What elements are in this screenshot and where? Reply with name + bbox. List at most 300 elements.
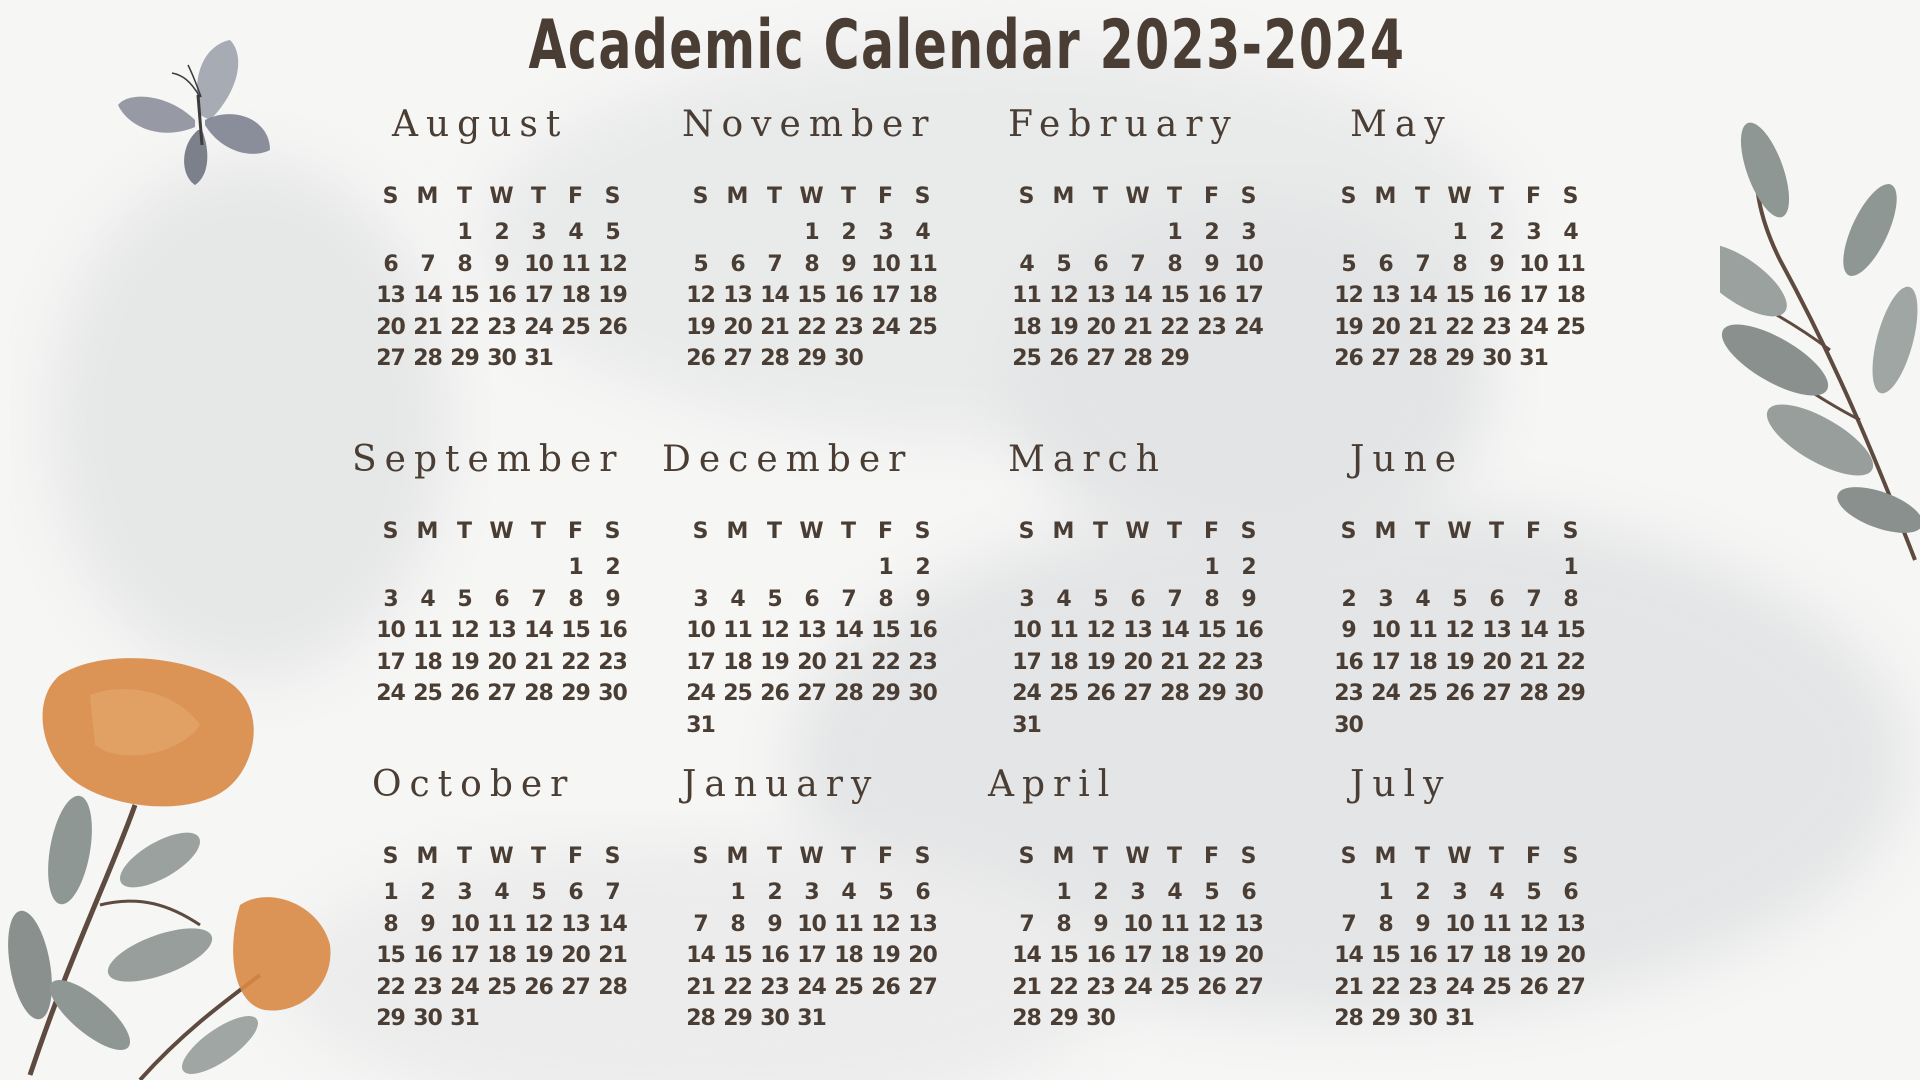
- weekday-label: T: [1414, 519, 1430, 544]
- day-cell: 26: [871, 974, 900, 1000]
- day-cell: 3: [1130, 880, 1145, 905]
- day-cell: 1: [1378, 880, 1393, 905]
- day-cell: 14: [413, 283, 442, 308]
- weekday-label: F: [1203, 184, 1220, 209]
- day-cell: 29: [1160, 346, 1189, 371]
- day-cell: 23: [760, 974, 789, 1000]
- empty-cell: [1478, 552, 1515, 584]
- empty-cell: [682, 552, 719, 584]
- day-cell: 5: [1341, 251, 1356, 277]
- weekday-label: M: [416, 844, 439, 869]
- weekday-label: S: [1018, 519, 1035, 544]
- weekday-label: S: [914, 519, 931, 544]
- day-cell: 18: [1408, 649, 1437, 675]
- day-cell: 14: [686, 943, 715, 968]
- day-cell: 20: [376, 314, 405, 340]
- day-cell: 24: [871, 314, 900, 340]
- month-name: October: [372, 764, 576, 805]
- day-cell: 13: [1086, 283, 1115, 308]
- day-cell: 10: [1012, 618, 1041, 643]
- day-cell: 10: [871, 251, 900, 277]
- day-cell: 3: [457, 880, 472, 905]
- day-cell: 15: [1197, 618, 1226, 643]
- day-cell: 14: [1519, 618, 1548, 643]
- empty-cell: [1082, 217, 1119, 249]
- day-cell: 27: [797, 681, 826, 706]
- weekday-label: T: [1488, 844, 1504, 869]
- day-cell: 26: [1334, 346, 1363, 371]
- day-cell: 31: [1445, 1006, 1474, 1031]
- day-cell: 2: [1204, 220, 1219, 245]
- empty-cell: [1330, 217, 1367, 249]
- weekday-label: S: [1240, 519, 1257, 544]
- day-cell: 30: [413, 1006, 442, 1031]
- day-cell: 21: [1123, 314, 1152, 340]
- day-cell: 10: [797, 911, 826, 937]
- empty-cell: [372, 552, 409, 584]
- month-february: [1008, 105, 1308, 375]
- day-cell: 4: [1415, 586, 1430, 612]
- day-cell: 28: [1123, 346, 1152, 371]
- day-cell: 8: [568, 586, 583, 612]
- day-cell: 29: [723, 1006, 752, 1031]
- day-cell: 11: [1049, 618, 1078, 643]
- day-cell: 11: [834, 911, 863, 937]
- day-cell: 22: [1160, 314, 1189, 340]
- weekday-label: T: [456, 519, 472, 544]
- weekday-label: S: [604, 519, 621, 544]
- day-cell: 18: [561, 283, 590, 308]
- weekday-label: S: [1240, 844, 1257, 869]
- weekday-label: F: [567, 184, 584, 209]
- weekday-label: T: [1092, 184, 1108, 209]
- weekday-label: F: [567, 519, 584, 544]
- day-cell: 17: [1123, 943, 1152, 968]
- day-cell: 25: [1160, 974, 1189, 1000]
- day-cell: 2: [767, 880, 782, 905]
- day-cell: 27: [1482, 681, 1511, 706]
- day-cell: 19: [1197, 943, 1226, 968]
- day-cell: 29: [1049, 1006, 1078, 1031]
- day-cell: 19: [1086, 649, 1115, 675]
- month-grid: [1330, 837, 1630, 1035]
- day-cell: 20: [723, 314, 752, 340]
- empty-cell: [756, 552, 793, 584]
- weekday-label: F: [1525, 519, 1542, 544]
- month-may: [1330, 105, 1630, 375]
- day-cell: 28: [524, 681, 553, 706]
- weekday-label: S: [1562, 519, 1579, 544]
- day-cell: 7: [841, 586, 856, 612]
- day-cell: 31: [1519, 346, 1548, 371]
- weekday-label: S: [1240, 184, 1257, 209]
- day-cell: 17: [524, 283, 553, 308]
- day-cell: 21: [760, 314, 789, 340]
- day-cell: 6: [1563, 880, 1578, 905]
- day-cell: 21: [524, 649, 553, 675]
- day-cell: 10: [686, 618, 715, 643]
- weekday-label: S: [692, 844, 709, 869]
- weekday-label: W: [799, 519, 824, 544]
- day-cell: 9: [915, 586, 930, 612]
- day-cell: 24: [1371, 681, 1400, 706]
- day-cell: 16: [1234, 618, 1263, 643]
- month-name: November: [682, 104, 937, 145]
- day-cell: 27: [1371, 346, 1400, 371]
- day-cell: 2: [1489, 220, 1504, 245]
- weekday-label: T: [1092, 844, 1108, 869]
- day-cell: 27: [487, 681, 516, 706]
- day-cell: 25: [1049, 681, 1078, 706]
- day-cell: 11: [561, 251, 590, 277]
- day-cell: 6: [568, 880, 583, 905]
- day-cell: 16: [908, 618, 937, 643]
- empty-cell: [793, 552, 830, 584]
- month-name: January: [682, 764, 880, 805]
- day-cell: 24: [1012, 681, 1041, 706]
- day-cell: 31: [450, 1006, 479, 1031]
- day-cell: 1: [804, 220, 819, 245]
- weekday-label: W: [489, 519, 514, 544]
- empty-cell: [830, 552, 867, 584]
- day-cell: 13: [797, 618, 826, 643]
- day-cell: 13: [1234, 911, 1263, 937]
- day-cell: 18: [723, 649, 752, 675]
- day-cell: 5: [605, 220, 620, 245]
- day-cell: 14: [834, 618, 863, 643]
- day-cell: 4: [1489, 880, 1504, 905]
- empty-cell: [719, 552, 756, 584]
- weekday-label: T: [1166, 844, 1182, 869]
- day-cell: 25: [1012, 346, 1041, 371]
- weekday-label: M: [726, 519, 749, 544]
- day-cell: 12: [1519, 911, 1548, 937]
- weekday-label: S: [914, 844, 931, 869]
- day-cell: 7: [1130, 251, 1145, 277]
- day-cell: 9: [1415, 911, 1430, 937]
- day-cell: 20: [487, 649, 516, 675]
- empty-cell: [1082, 552, 1119, 584]
- day-cell: 17: [1234, 283, 1263, 308]
- day-cell: 1: [1563, 555, 1578, 580]
- day-cell: 12: [1049, 283, 1078, 308]
- day-cell: 13: [561, 911, 590, 937]
- day-cell: 21: [834, 649, 863, 675]
- weekday-label: M: [416, 184, 439, 209]
- butterfly-icon: [110, 35, 285, 195]
- day-cell: 23: [487, 314, 516, 340]
- day-cell: 26: [524, 974, 553, 1000]
- day-cell: 17: [797, 943, 826, 968]
- day-cell: 22: [450, 314, 479, 340]
- day-cell: 5: [1093, 586, 1108, 612]
- day-cell: 9: [605, 586, 620, 612]
- day-cell: 1: [1167, 220, 1182, 245]
- day-cell: 14: [1160, 618, 1189, 643]
- day-cell: 16: [1197, 283, 1226, 308]
- empty-cell: [1156, 552, 1193, 584]
- day-cell: 3: [531, 220, 546, 245]
- day-cell: 12: [1445, 618, 1474, 643]
- day-cell: 4: [494, 880, 509, 905]
- day-cell: 17: [1519, 283, 1548, 308]
- day-cell: 1: [730, 880, 745, 905]
- weekday-label: S: [382, 184, 399, 209]
- empty-cell: [682, 877, 719, 909]
- day-cell: 11: [723, 618, 752, 643]
- day-cell: 26: [450, 681, 479, 706]
- day-cell: 13: [487, 618, 516, 643]
- empty-cell: [483, 552, 520, 584]
- day-cell: 22: [1445, 314, 1474, 340]
- day-cell: 16: [598, 618, 627, 643]
- day-cell: 23: [908, 649, 937, 675]
- weekday-label: S: [382, 844, 399, 869]
- day-cell: 18: [1482, 943, 1511, 968]
- day-cell: 14: [760, 283, 789, 308]
- weekday-label: T: [840, 184, 856, 209]
- day-cell: 15: [1445, 283, 1474, 308]
- month-april: [988, 764, 1308, 1035]
- day-cell: 8: [804, 251, 819, 277]
- day-cell: 22: [871, 649, 900, 675]
- day-cell: 15: [561, 618, 590, 643]
- empty-cell: [1119, 552, 1156, 584]
- day-cell: 11: [1408, 618, 1437, 643]
- day-cell: 28: [598, 974, 627, 1000]
- day-cell: 16: [413, 943, 442, 968]
- month-july: [1330, 765, 1630, 1035]
- day-cell: 23: [1482, 314, 1511, 340]
- day-cell: 15: [1049, 943, 1078, 968]
- month-grid: [1008, 837, 1308, 1035]
- day-cell: 3: [1378, 586, 1393, 612]
- day-cell: 4: [730, 586, 745, 612]
- day-cell: 30: [1334, 712, 1363, 738]
- day-cell: 20: [561, 943, 590, 968]
- day-cell: 9: [1204, 251, 1219, 277]
- day-cell: 4: [420, 586, 435, 612]
- day-cell: 24: [1445, 974, 1474, 1000]
- day-cell: 18: [834, 943, 863, 968]
- leaf-branch-icon: [1720, 120, 1920, 570]
- day-cell: 14: [1012, 943, 1041, 968]
- day-cell: 25: [834, 974, 863, 1000]
- empty-cell: [409, 217, 446, 249]
- day-cell: 23: [1334, 681, 1363, 706]
- empty-cell: [1441, 552, 1478, 584]
- weekday-label: W: [489, 844, 514, 869]
- day-cell: 8: [1056, 911, 1071, 937]
- empty-cell: [520, 552, 557, 584]
- day-cell: 13: [376, 283, 405, 308]
- day-cell: 9: [1093, 911, 1108, 937]
- day-cell: 13: [723, 283, 752, 308]
- day-cell: 17: [1012, 649, 1041, 675]
- day-cell: 21: [598, 943, 627, 968]
- day-cell: 12: [524, 911, 553, 937]
- weekday-label: M: [1374, 844, 1397, 869]
- day-cell: 16: [1408, 943, 1437, 968]
- day-cell: 2: [420, 880, 435, 905]
- day-cell: 7: [1341, 911, 1356, 937]
- day-cell: 12: [450, 618, 479, 643]
- day-cell: 30: [1408, 1006, 1437, 1031]
- weekday-label: S: [1340, 844, 1357, 869]
- weekday-label: F: [877, 184, 894, 209]
- day-cell: 18: [487, 943, 516, 968]
- day-cell: 9: [841, 251, 856, 277]
- day-cell: 15: [1160, 283, 1189, 308]
- day-cell: 7: [605, 880, 620, 905]
- weekday-label: T: [530, 844, 546, 869]
- day-cell: 10: [1445, 911, 1474, 937]
- month-december: [662, 439, 982, 741]
- day-cell: 3: [1241, 220, 1256, 245]
- day-cell: 2: [1093, 880, 1108, 905]
- empty-cell: [719, 217, 756, 249]
- day-cell: 2: [605, 555, 620, 580]
- weekday-label: T: [1488, 519, 1504, 544]
- month-october: [372, 765, 672, 1035]
- empty-cell: [756, 217, 793, 249]
- month-name: July: [1350, 764, 1452, 805]
- empty-cell: [372, 217, 409, 249]
- day-cell: 29: [1556, 681, 1585, 706]
- day-cell: 8: [1378, 911, 1393, 937]
- weekday-label: T: [1488, 184, 1504, 209]
- day-cell: 2: [841, 220, 856, 245]
- day-cell: 23: [598, 649, 627, 675]
- day-cell: 11: [1556, 251, 1585, 277]
- day-cell: 16: [760, 943, 789, 968]
- weekday-label: M: [726, 184, 749, 209]
- weekday-label: T: [1166, 184, 1182, 209]
- day-cell: 9: [494, 251, 509, 277]
- day-cell: 22: [1371, 974, 1400, 1000]
- weekday-label: S: [1340, 184, 1357, 209]
- day-cell: 27: [376, 346, 405, 371]
- month-grid: [372, 177, 672, 375]
- day-cell: 26: [760, 681, 789, 706]
- day-cell: 20: [908, 943, 937, 968]
- day-cell: 25: [1556, 314, 1585, 340]
- day-cell: 23: [1408, 974, 1437, 1000]
- day-cell: 6: [383, 251, 398, 277]
- day-cell: 13: [1482, 618, 1511, 643]
- day-cell: 29: [1371, 1006, 1400, 1031]
- day-cell: 26: [686, 346, 715, 371]
- day-cell: 19: [598, 283, 627, 308]
- flower-branch-icon: [0, 655, 340, 1080]
- day-cell: 7: [531, 586, 546, 612]
- day-cell: 10: [524, 251, 553, 277]
- weekday-label: S: [1018, 184, 1035, 209]
- day-cell: 25: [487, 974, 516, 1000]
- day-cell: 27: [1086, 346, 1115, 371]
- weekday-label: F: [567, 844, 584, 869]
- weekday-label: M: [1052, 844, 1075, 869]
- weekday-label: T: [1092, 519, 1108, 544]
- day-cell: 28: [1408, 346, 1437, 371]
- day-cell: 14: [1123, 283, 1152, 308]
- weekday-label: M: [1374, 184, 1397, 209]
- day-cell: 12: [1197, 911, 1226, 937]
- day-cell: 15: [1371, 943, 1400, 968]
- day-cell: 2: [494, 220, 509, 245]
- month-june: [1330, 440, 1630, 741]
- day-cell: 3: [804, 880, 819, 905]
- month-grid: [682, 837, 982, 1035]
- empty-cell: [1404, 217, 1441, 249]
- day-cell: 1: [1204, 555, 1219, 580]
- empty-cell: [1330, 877, 1367, 909]
- day-cell: 20: [1123, 649, 1152, 675]
- day-cell: 3: [383, 586, 398, 612]
- day-cell: 19: [1049, 314, 1078, 340]
- day-cell: 13: [1123, 618, 1152, 643]
- day-cell: 21: [1334, 974, 1363, 1000]
- day-cell: 27: [1556, 974, 1585, 1000]
- day-cell: 21: [413, 314, 442, 340]
- day-cell: 11: [1482, 911, 1511, 937]
- day-cell: 3: [693, 586, 708, 612]
- day-cell: 27: [1234, 974, 1263, 1000]
- empty-cell: [1045, 552, 1082, 584]
- day-cell: 7: [693, 911, 708, 937]
- weekday-label: M: [726, 844, 749, 869]
- month-name: June: [1350, 439, 1465, 480]
- weekday-label: W: [1125, 519, 1150, 544]
- month-name: May: [1350, 104, 1453, 145]
- day-cell: 14: [524, 618, 553, 643]
- day-cell: 27: [908, 974, 937, 1000]
- empty-cell: [1119, 217, 1156, 249]
- day-cell: 24: [1234, 314, 1263, 340]
- month-grid: [682, 512, 982, 741]
- day-cell: 5: [693, 251, 708, 277]
- weekday-label: M: [416, 519, 439, 544]
- day-cell: 31: [1012, 712, 1041, 738]
- day-cell: 26: [1086, 681, 1115, 706]
- day-cell: 5: [878, 880, 893, 905]
- day-cell: 28: [834, 681, 863, 706]
- empty-cell: [1008, 877, 1045, 909]
- empty-cell: [1367, 552, 1404, 584]
- day-cell: 28: [1519, 681, 1548, 706]
- day-cell: 21: [686, 974, 715, 1000]
- day-cell: 19: [760, 649, 789, 675]
- month-name: April: [988, 764, 1118, 805]
- day-cell: 1: [1056, 880, 1071, 905]
- day-cell: 11: [413, 618, 442, 643]
- empty-cell: [1367, 217, 1404, 249]
- weekday-label: W: [799, 184, 824, 209]
- day-cell: 25: [723, 681, 752, 706]
- day-cell: 12: [760, 618, 789, 643]
- day-cell: 17: [376, 649, 405, 675]
- day-cell: 8: [383, 911, 398, 937]
- day-cell: 15: [797, 283, 826, 308]
- day-cell: 15: [450, 283, 479, 308]
- day-cell: 15: [1556, 618, 1585, 643]
- weekday-label: T: [766, 844, 782, 869]
- day-cell: 25: [413, 681, 442, 706]
- day-cell: 30: [834, 346, 863, 371]
- day-cell: 30: [1234, 681, 1263, 706]
- day-cell: 23: [1197, 314, 1226, 340]
- day-cell: 27: [1123, 681, 1152, 706]
